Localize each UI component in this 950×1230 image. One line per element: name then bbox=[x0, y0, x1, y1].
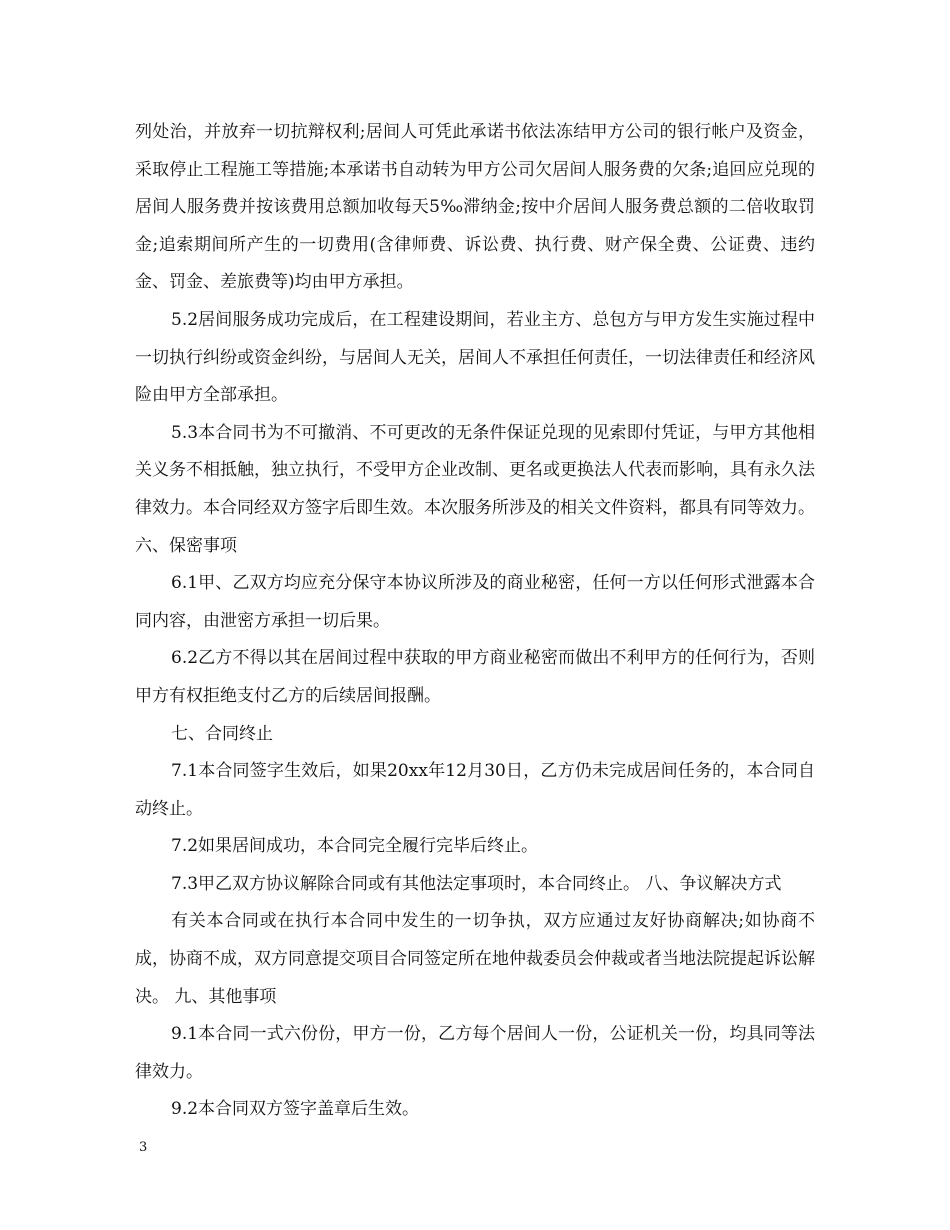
paragraph-4: 6.1甲、乙双方均应充分保守本协议所涉及的商业秘密，任何一方以任何形式泄露本合同内容，由泄密方承担一切后果。 bbox=[135, 573, 815, 631]
document-body bbox=[135, 114, 815, 1129]
paragraph-1: 列处治，并放弃一切抗辩权利;居间人可凭此承诺书依法冻结甲方公司的银行帐户及资金，采取停止工程施工等措施;本承诺书自动转为甲方公司欠居间人服务费的欠条;追回应兑现的居间人服务费并按该费用总额加收每天5‰滞纳金;按中介居间人服务费总额的二倍收取罚金;追索期间所产生的一切费用(含律师费、诉讼费、执行费、财产保全费、公证费、违约金、罚金、差旅费等)均由甲方承担。 bbox=[135, 122, 815, 293]
paragraph-7: 7.1本合同签字生效后，如果20xx年12月30日，乙方仍未完成居间任务的，本合同自动终止。 bbox=[135, 761, 815, 819]
paragraph-3: 5.3本合同书为不可撤消、不可更改的无条件保证兑现的见索即付凭证，与甲方其他相关义务不相抵触，独立执行，不受甲方企业改制、更名或更换法人代表而影响，具有永久法律效力。本合同经双方签字后即生效。本次服务所涉及的相关文件资料，都具有同等效力。 六、保密事项 bbox=[135, 422, 815, 556]
section-heading-termination: 七、合同终止 bbox=[171, 723, 273, 744]
paragraph-10: 有关本合同或在执行本合同中发生的一切争执，双方应通过友好协商解决;如协商不成，协商不成，双方同意提交项目合同签定所在地仲裁委员会仲裁或者当地法院提起诉讼解决。 九、其他事项 bbox=[135, 911, 815, 1007]
paragraph-2: 5.2居间服务成功完成后，在工程建设期间，若业主方、总包方与甲方发生实施过程中一切执行纠纷或资金纠纷，与居间人无关，居间人不承担任何责任，一切法律责任和经济风险由甲方全部承担。 bbox=[135, 309, 815, 406]
page-number: 3 bbox=[139, 1140, 148, 1155]
paragraph-5: 6.2乙方不得以其在居间过程中获取的甲方商业秘密而做出不利甲方的任何行为，否则甲方有权拒绝支付乙方的后续居间报酬。 bbox=[135, 648, 815, 706]
paragraph-12: 9.2本合同双方签字盖章后生效。 bbox=[171, 1099, 420, 1120]
paragraph-11: 9.1本合同一式六份份，甲方一份，乙方每个居间人一份，公证机关一份，均具同等法律效力。 bbox=[135, 1024, 815, 1082]
paragraph-8: 7.2如果居间成功，本合同完全履行完毕后终止。 bbox=[171, 836, 539, 857]
paragraph-9: 7.3甲乙双方协议解除合同或有其他法定事项时，本合同终止。 八、争议解决方式 bbox=[171, 873, 782, 894]
